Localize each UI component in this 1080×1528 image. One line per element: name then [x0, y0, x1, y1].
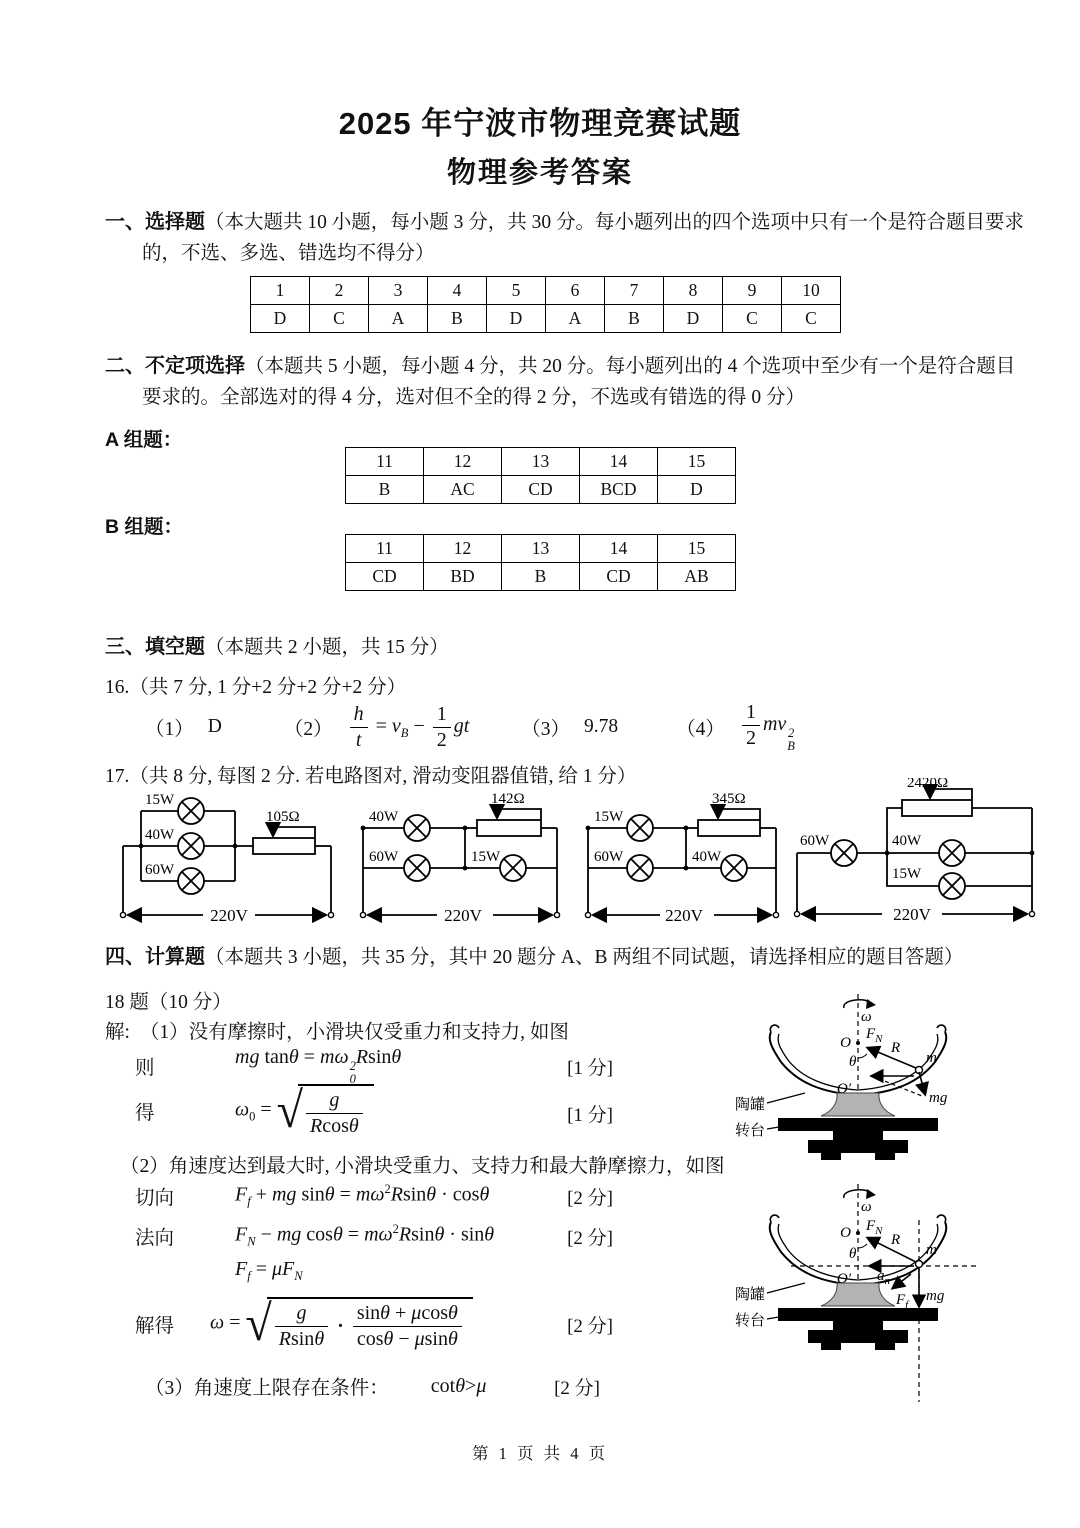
score-badge: [1 分] — [567, 1105, 613, 1126]
friction-label: $F_f$ — [896, 1292, 909, 1311]
circuit-diagram-3 — [572, 783, 797, 928]
qnum-cell: 1 — [251, 277, 310, 305]
theta-label: θ — [849, 1246, 857, 1262]
section-1-title: 一、选择题 — [105, 211, 205, 233]
table-row — [346, 448, 736, 476]
question-16-answers — [145, 698, 795, 756]
section-4-title: 四、计算题 — [105, 946, 205, 968]
o-prime-label: O′ — [836, 1081, 851, 1097]
step-word: 则 — [135, 1058, 155, 1080]
answer-cell: CD — [580, 563, 658, 591]
answer-1-value: D — [207, 716, 222, 737]
lamp-label: 60W — [800, 833, 830, 849]
answer-3-number: （3） — [521, 719, 571, 740]
answer-cell: C — [310, 305, 369, 333]
answer-cell: B — [428, 305, 487, 333]
section-3-title: 三、填空题 — [105, 636, 205, 658]
turntable-shape — [778, 1308, 938, 1350]
step-word: 解得 — [135, 1316, 175, 1337]
equation-row-3 — [135, 1182, 613, 1210]
qnum-cell: 4 — [428, 277, 487, 305]
answer-cell: CD — [346, 563, 424, 591]
center-o-label: O — [840, 1225, 851, 1241]
lamp-label: 60W — [145, 862, 175, 878]
qnum-cell: 13 — [502, 535, 580, 563]
lamp-label: 15W — [471, 849, 501, 865]
qnum-cell: 5 — [487, 277, 546, 305]
lamp-icon — [404, 815, 430, 841]
solution-line-1 — [105, 1016, 569, 1044]
circuit-diagram-2 — [345, 783, 585, 928]
lamp-label: 60W — [594, 849, 624, 865]
lamp-label: 40W — [145, 827, 175, 843]
answer-cell: B — [605, 305, 664, 333]
section-3-heading — [105, 631, 1030, 663]
qnum-cell: 14 — [580, 535, 658, 563]
jar-pedestal — [821, 1093, 895, 1116]
gravity-label: mg — [929, 1090, 948, 1106]
lamp-icon — [178, 868, 204, 894]
answer-3-value: 9.78 — [584, 716, 619, 737]
equation-1: mg tanθ = mω 2 0 Rsinθ — [235, 1046, 402, 1087]
qnum-cell: 8 — [664, 277, 723, 305]
answer-cell: AB — [658, 563, 736, 591]
qnum-cell: 10 — [782, 277, 841, 305]
answer-cell: C — [782, 305, 841, 333]
answer-1-number: （1） — [145, 719, 194, 740]
qnum-cell: 12 — [424, 448, 502, 476]
section-2-heading — [105, 350, 1030, 413]
radius-label: R — [891, 1232, 901, 1248]
answer-2-number: （2） — [283, 719, 333, 740]
group-a-label: A 组题： — [105, 429, 183, 451]
choice-answer-table — [250, 276, 841, 333]
solution-label: 解: — [105, 1022, 130, 1043]
part-3-text: （3）角速度上限存在条件： — [145, 1378, 389, 1399]
lamp-label: 15W — [145, 792, 175, 808]
figure-jar-frictionless — [733, 988, 985, 1168]
circuit-diagram-1 — [103, 783, 338, 928]
answer-cell: B — [346, 476, 424, 504]
lamp-label: 15W — [594, 809, 624, 825]
circuit-diagram-4 — [782, 778, 1067, 928]
score-badge: [2 分] — [567, 1315, 613, 1337]
score-badge: [1 分] — [567, 1057, 613, 1079]
lamp-icon — [627, 815, 653, 841]
qnum-cell: 13 — [502, 448, 580, 476]
lamp-icon — [939, 873, 965, 899]
normal-force-label: $F_N$ — [866, 1218, 883, 1237]
equation-2: $\omega_0$ = √ $\frac{g}{Rcos\theta}$ — [235, 1084, 374, 1138]
part-3-row — [145, 1372, 600, 1400]
lamp-icon — [831, 840, 857, 866]
lamp-icon — [627, 855, 653, 881]
answer-cell: A — [369, 305, 428, 333]
lamp-icon — [721, 855, 747, 881]
qnum-cell: 2 — [310, 277, 369, 305]
answer-cell: BD — [424, 563, 502, 591]
lamp-label: 40W — [892, 833, 922, 849]
normal-force-label: $F_N$ — [866, 1026, 883, 1045]
section-3-desc: （本题共 2 小题，共 15 分） — [205, 637, 449, 658]
step-word: 切向 — [135, 1188, 175, 1209]
answer-cell: BCD — [580, 476, 658, 504]
page-footer: 第 1 页 共 4 页 — [471, 1444, 609, 1463]
o-prime-label: O′ — [836, 1271, 851, 1287]
answer-cell: CD — [502, 476, 580, 504]
table-row — [346, 563, 736, 591]
part-2-text: （2）角速度达到最大时, 小滑块受重力、支持力和最大静摩擦力，如图 — [120, 1156, 725, 1177]
theta-label: θ — [849, 1054, 857, 1070]
step-word: 得 — [135, 1103, 155, 1124]
lamp-icon — [939, 840, 965, 866]
question-16-label: 16.（共 7 分, 1 分+2 分+2 分+2 分） — [105, 677, 407, 698]
answer-cell: D — [487, 305, 546, 333]
lamp-label: 60W — [369, 849, 399, 865]
jar-label: 陶罐 — [735, 1287, 766, 1303]
answer-cell: C — [723, 305, 782, 333]
lamp-label: 40W — [692, 849, 722, 865]
section-4-desc: （本题共 3 小题，共 35 分，其中 20 题分 A、B 两组不同试题，请选择相应的题目答题） — [205, 947, 964, 968]
qnum-cell: 11 — [346, 535, 424, 563]
equation-4: $F_N$ − mg $\cos\theta = m\omega^2Rsin\theta \cdot \sin\theta$ — [235, 1222, 495, 1249]
lamp-icon — [178, 833, 204, 859]
equation-5: $F_f = \mu F_N$ — [235, 1258, 303, 1283]
lamp-icon — [404, 855, 430, 881]
qnum-cell: 11 — [346, 448, 424, 476]
page-title: 2025 年宁波市物理竞赛试题 — [338, 106, 742, 141]
answer-cell: AC — [424, 476, 502, 504]
radius-label: R — [891, 1040, 901, 1056]
section-1-heading — [105, 206, 1030, 269]
section-4-heading — [105, 941, 1030, 973]
gravity-label: mg — [926, 1288, 945, 1304]
page-subtitle: 物理参考答案 — [446, 157, 633, 189]
qnum-cell: 15 — [658, 448, 736, 476]
figure-jar-max-speed — [733, 1178, 985, 1408]
step-word: 法向 — [135, 1228, 175, 1249]
voltage-label: 220V — [444, 906, 482, 925]
score-badge: [2 分] — [567, 1187, 613, 1209]
qnum-cell: 3 — [369, 277, 428, 305]
table-row — [346, 476, 736, 504]
score-badge: [2 分] — [554, 1377, 600, 1399]
lamp-label: 40W — [369, 809, 399, 825]
centripetal-accel-label: $a_n$ — [877, 1268, 890, 1287]
answer-cell: D — [251, 305, 310, 333]
question-17-label: 17.（共 8 分, 每图 2 分. 若电路图对, 滑动变阻器值错, 给 1 分） — [105, 766, 637, 787]
answer-cell: B — [502, 563, 580, 591]
answer-2-formula: $\frac{h}{t}$ = $v_B$ − $\frac{1}{2}$ gt — [347, 703, 470, 752]
answer-cell: D — [664, 305, 723, 333]
voltage-label: 220V — [210, 906, 248, 925]
section-2-desc: （本题共 5 小题，每小题 4 分，共 20 分。每小题列出的 4 个选项中至少有一个是符合题目要求的。全部选对的得 4 分，选对但不全的得 2 分，不选或有错选的得 0 分） — [142, 356, 1016, 409]
answer-4-number: （4） — [676, 719, 725, 740]
mass-label: m — [926, 1242, 937, 1258]
lamp-icon — [178, 798, 204, 824]
turntable-shape — [778, 1118, 938, 1160]
equation-row-4 — [135, 1222, 613, 1250]
equation-7: cotθ>μ — [430, 1374, 487, 1397]
qnum-cell: 6 — [546, 277, 605, 305]
omega-label: ω — [861, 1199, 872, 1215]
voltage-label: 220V — [665, 906, 703, 925]
answer-cell: D — [658, 476, 736, 504]
voltage-label: 220V — [893, 905, 931, 924]
section-1-desc: （本大题共 10 小题，每小题 3 分，共 30 分。每小题列出的四个选项中只有一个是符合题目要求的，不选、多选、错选均不得分） — [142, 212, 1025, 265]
block-m — [916, 1261, 923, 1268]
center-o-label: O — [840, 1035, 851, 1051]
lamp-icon — [500, 855, 526, 881]
equation-row-6 — [135, 1290, 613, 1358]
rheostat-label: 142Ω — [491, 791, 525, 807]
table-row — [346, 535, 736, 563]
qnum-cell: 12 — [424, 535, 502, 563]
turntable-label: 转台 — [735, 1123, 766, 1139]
table-row — [251, 277, 841, 305]
jar-label: 陶罐 — [735, 1097, 766, 1113]
section-2-title: 二、不定项选择 — [105, 355, 245, 377]
equation-3: $F_f$ + mg $\sin\theta = m\omega^2Rsin\theta \cdot \cos\theta$ — [235, 1182, 490, 1209]
question-18-label: 18 题（10 分） — [105, 992, 232, 1013]
score-badge: [2 分] — [567, 1227, 613, 1249]
equation-row-2 — [135, 1080, 613, 1142]
qnum-cell: 14 — [580, 448, 658, 476]
table-row — [251, 305, 841, 333]
answer-cell: A — [546, 305, 605, 333]
rheostat-label: 2420Ω — [907, 778, 949, 791]
part-1-text: （1）没有摩擦时，小滑块仅受重力和支持力, 如图 — [139, 1022, 569, 1043]
rheostat-label: 345Ω — [712, 791, 746, 807]
group-b-answer-table — [345, 534, 736, 591]
mass-label: m — [926, 1050, 937, 1066]
answer-4-formula: $\frac{1}{2}$ mv 2 B — [739, 701, 795, 753]
qnum-cell: 9 — [723, 277, 782, 305]
group-a-answer-table — [345, 447, 736, 504]
omega-label: ω — [861, 1009, 872, 1025]
qnum-cell: 7 — [605, 277, 664, 305]
lamp-label: 15W — [892, 866, 922, 882]
qnum-cell: 15 — [658, 535, 736, 563]
turntable-label: 转台 — [735, 1313, 766, 1329]
group-b-label: B 组题： — [105, 516, 184, 538]
equation-6: ω = √ $\frac{g}{Rsin\theta}$ · $\frac{\sin\theta + \mu\cos\theta}{\cos\theta - \mu\sin\theta}$ — [210, 1297, 473, 1351]
rheostat-label: 105Ω — [266, 809, 300, 825]
